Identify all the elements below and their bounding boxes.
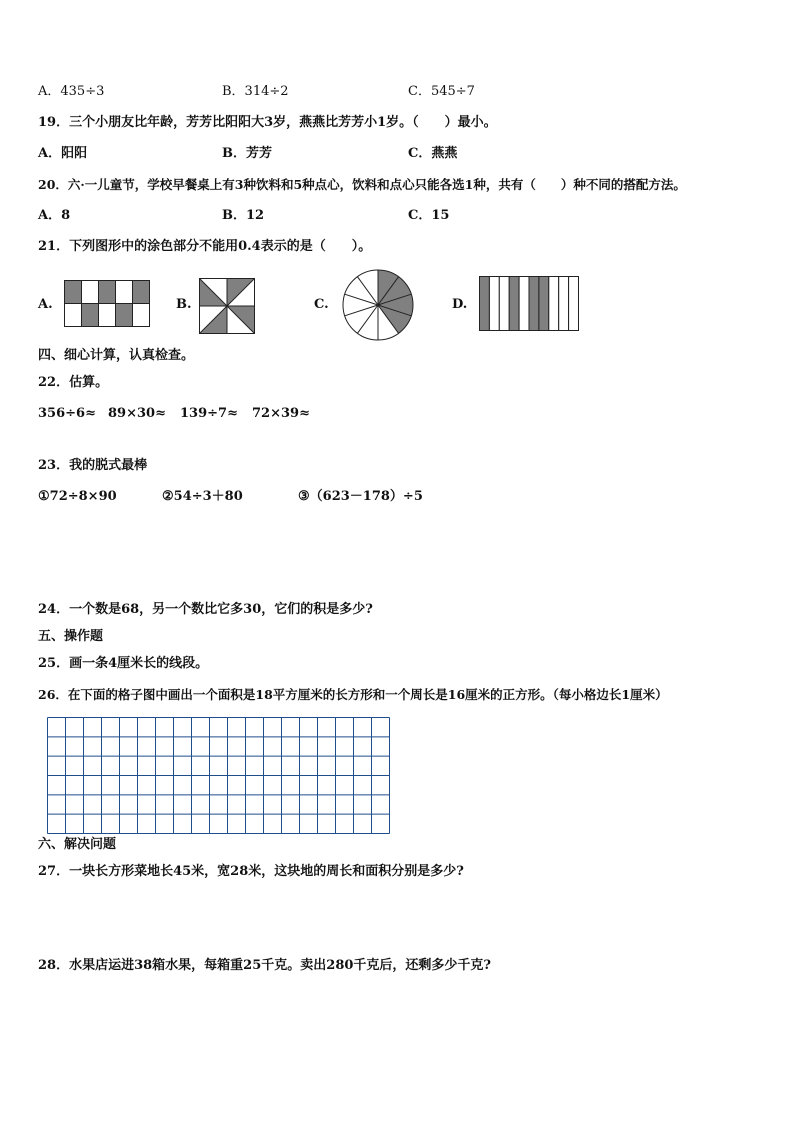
- q18-option-b: B．314÷2: [222, 84, 289, 99]
- section4-title: 四、细心计算，认真检查。: [38, 348, 195, 363]
- q26-text: 26．在下面的格子图中画出一个面积是18平方厘米的长方形和一个周长是16厘米的正方形。（每小格边长1厘米）: [38, 687, 668, 702]
- q19-option-c: C．燕燕: [408, 146, 458, 161]
- q23-item-1: ①72÷8×90: [38, 489, 117, 504]
- q18-option-a: A．435÷3: [38, 84, 105, 99]
- q21-figure-a: [64, 280, 150, 327]
- section5-title: 五、操作题: [38, 629, 104, 644]
- q22-item-3: 139÷7≈: [180, 406, 238, 421]
- q21-figure-c: [342, 269, 414, 341]
- q22-item-1: 356÷6≈: [38, 406, 96, 421]
- q20-text: 20．六·一儿童节，学校早餐桌上有3种饮料和5种点心，饮料和点心只能各选1种，共有（ ）种不同的搭配方法。: [38, 177, 686, 192]
- q18-option-c: C．545÷7: [408, 84, 475, 99]
- q21-text: 21．下列图形中的涂色部分不能用0.4表示的是（ ）。: [38, 239, 372, 254]
- q20-option-a: A．8: [38, 208, 71, 223]
- q23-title: 23．我的脱式最棒: [38, 458, 148, 473]
- q27-text: 27．一块长方形菜地长45米，宽28米，这块地的周长和面积分别是多少?: [38, 864, 464, 879]
- q26-grid[interactable]: [47, 717, 390, 834]
- q24-text: 24．一个数是68，另一个数比它多30，它们的积是多少?: [38, 602, 373, 617]
- q21-figure-d: [479, 276, 579, 331]
- q20-option-b: B．12: [222, 208, 265, 223]
- q21-label-a: A.: [38, 297, 53, 312]
- q23-item-2: ②54÷3＋80: [162, 489, 243, 504]
- q28-text: 28．水果店运进38箱水果，每箱重25千克。卖出280千克后，还剩多少千克?: [38, 958, 492, 973]
- q21-label-d: D.: [452, 297, 468, 312]
- q21-label-c: C.: [314, 297, 329, 312]
- q20-option-c: C．15: [408, 208, 450, 223]
- q21-figure-b: [199, 278, 255, 334]
- q19-text: 19．三个小朋友比年龄，芳芳比阳阳大3岁，燕燕比芳芳小1岁。（ ）最小。: [38, 115, 497, 130]
- q22-title: 22．估算。: [38, 375, 109, 390]
- q22-item-2: 89×30≈: [108, 406, 166, 421]
- section6-title: 六、解决问题: [38, 837, 117, 852]
- q23-item-3: ③（623－178）÷5: [298, 489, 423, 504]
- q21-label-b: B.: [176, 297, 192, 312]
- q22-item-4: 72×39≈: [252, 406, 310, 421]
- q25-text: 25．画一条4厘米长的线段。: [38, 656, 209, 671]
- q19-option-a: A．阳阳: [38, 146, 88, 161]
- q19-option-b: B．芳芳: [222, 146, 272, 161]
